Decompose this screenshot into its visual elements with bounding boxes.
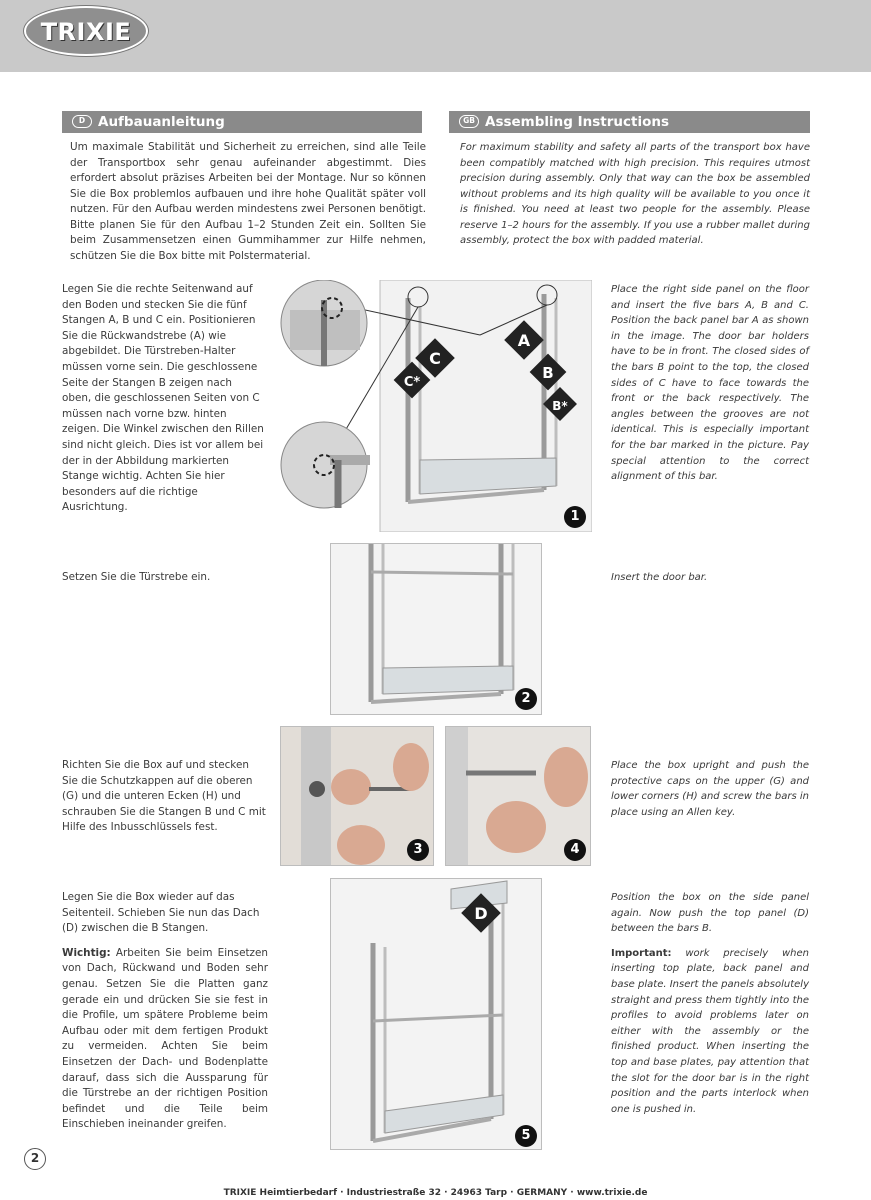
step1-illustration [280, 280, 592, 532]
step1-figure [280, 280, 592, 532]
important-label-en: Important: [611, 947, 672, 959]
logo-text: TRIXIE [40, 18, 132, 46]
step2-figure [330, 543, 542, 715]
section-title-gb: Assembling Instructions [485, 114, 670, 130]
step5-intro-de: Legen Sie die Box wieder auf das Seitenteil. Schieben Sie nun das Dach (D) zwischen die B Stangen. [62, 891, 260, 935]
flag-gb-icon: GB [459, 115, 479, 128]
step4-photo [445, 726, 591, 866]
step5-important-en [611, 946, 809, 1118]
label-c: C [429, 349, 441, 368]
label-a: A [517, 331, 531, 350]
step5-text-de [62, 890, 268, 1133]
step-number-1: 1 [564, 506, 586, 528]
step1-text-de: Legen Sie die rechte Seitenwand auf den Boden und stecken Sie die fünf Stangen A, B und C ein. Positionieren Sie die Rückwandstrebe (A) wie abgebildet. Die Türstreben-Halter müssen vorne sein. Die geschlossene Seite der Stangen B zeigen nach oben, die geschlossenen Seiten von C müssen nach vorne bzw. hinten zeigen. Die Winkel zwischen den Rillen sind nicht gleich. Dies ist vor allem bei der in der Abbildung markierten Stange wichtig. Achten Sie hier besonders auf die richtige Ausrichtung. [62, 283, 264, 514]
step5-important-de [62, 946, 268, 1133]
step-number-4: 4 [564, 839, 586, 861]
step5-illustration [331, 879, 542, 1150]
step2-text-en: Insert the door bar. [611, 572, 708, 583]
step2-illustration [331, 544, 542, 715]
step5-intro-en: Position the box on the side panel again. Now push the top panel (D) between the bars B. [611, 892, 809, 935]
important-label-de: Wichtig: [62, 946, 111, 959]
step-number-2: 2 [515, 688, 537, 710]
step2-text-de: Setzen Sie die Türstrebe ein. [62, 571, 211, 583]
step5-text-en [611, 890, 809, 1117]
flag-de-icon: D [72, 115, 92, 128]
step34-text-de: Richten Sie die Box auf und stecken Sie die Schutzkappen auf die oberen (G) und die unteren Ecken (H) und schrauben Sie die Stangen B und C mit Hilfe des Inbusschlüssels fest. [62, 759, 266, 833]
intro-en: For maximum stability and safety all parts of the transport box have been compatibly matched with high precision. This requires utmost precision during assembly. Only that way can the box be assembled without problems and its high quality will be available to you once it is finished. You need at least two people for the assembly. Please reserve 1–2 hours for the assembly. If you use a rubber mallet during assembly, protect the box with padded material. [460, 142, 810, 246]
step3-photo [280, 726, 434, 866]
label-c-star: C* [403, 375, 421, 390]
step34-text-en: Place the box upright and push the protective caps on the upper (G) and lower corners (H) and screw the bars in place using an Allen key. [611, 760, 809, 818]
trixie-logo [24, 6, 148, 56]
section-title-de: Aufbauanleitung [98, 114, 225, 130]
important-text-de: Arbeiten Sie beim Einsetzen von Dach, Rückwand und Boden sehr genau. Setzen Sie die Platten ganz gerade ein und drücken Sie sie fest in die Profile, um spätere Probleme beim Aufbau oder mit dem fertigen Produkt zu vermeiden. Achten Sie beim Einsetzen der Dach- und Bodenplatte darauf, dass sich die Aussparung für die Türstrebe an der richtigen Position befindet und die Teile beim Einschieben ineinander greifen. [62, 946, 268, 1131]
section-heading-de [62, 111, 422, 133]
step-number-3: 3 [407, 839, 429, 861]
label-b-star: B* [552, 399, 568, 413]
intro-de: Um maximale Stabilität und Sicherheit zu erreichen, sind alle Teile der Transportbox sehr genau aufeinander abgestimmt. Dies erfordert absolut präzises Arbeiten bei der Montage. Nur so können Sie die Box problemlos aufbauen und ihre hohe Qualität später voll nutzen. Für den Aufbau werden mindestens zwei Personen benötigt. Bitte planen Sie für den Aufbau 1–2 Stunden Zeit ein. Sollten Sie beim Zusammensetzen einen Gummihammer zur Hilfe nehmen, schützen Sie die Box bitte mit Polstermaterial. [70, 141, 426, 262]
step5-figure [330, 878, 542, 1150]
footer-address: TRIXIE Heimtierbedarf · Industriestraße 32 · 24963 Tarp · GERMANY · www.trixie.de [223, 1188, 648, 1198]
label-b: B [542, 364, 554, 382]
label-d: D [474, 904, 488, 923]
section-heading-gb [449, 111, 810, 133]
step-number-5: 5 [515, 1125, 537, 1147]
page-number: 2 [24, 1148, 46, 1170]
header-bar [0, 0, 871, 72]
important-text-en: work precisely when inserting top plate, back panel and base plate. Insert the panels absolutely straight and press them tightly into the profiles to avoid problems later on either with the assembly or the finished product. When inserting the top and base plates, pay attention that the slot for the door bar is in the right position and the parts interlock when one is pushed in. [611, 947, 809, 1115]
step1-text-en: Place the right side panel on the floor and insert the five bars A, B and C. Position the back panel bar A as shown in the image. The door bar holders have to be in front. The closed sides of the bars B point to the top, the closed sides of C have to face towards the front or the back respectively. The angles between the grooves are not identical. This is especially important for the bar marked in the picture. Pay special attention to the correct alignment of this bar. [611, 284, 809, 483]
